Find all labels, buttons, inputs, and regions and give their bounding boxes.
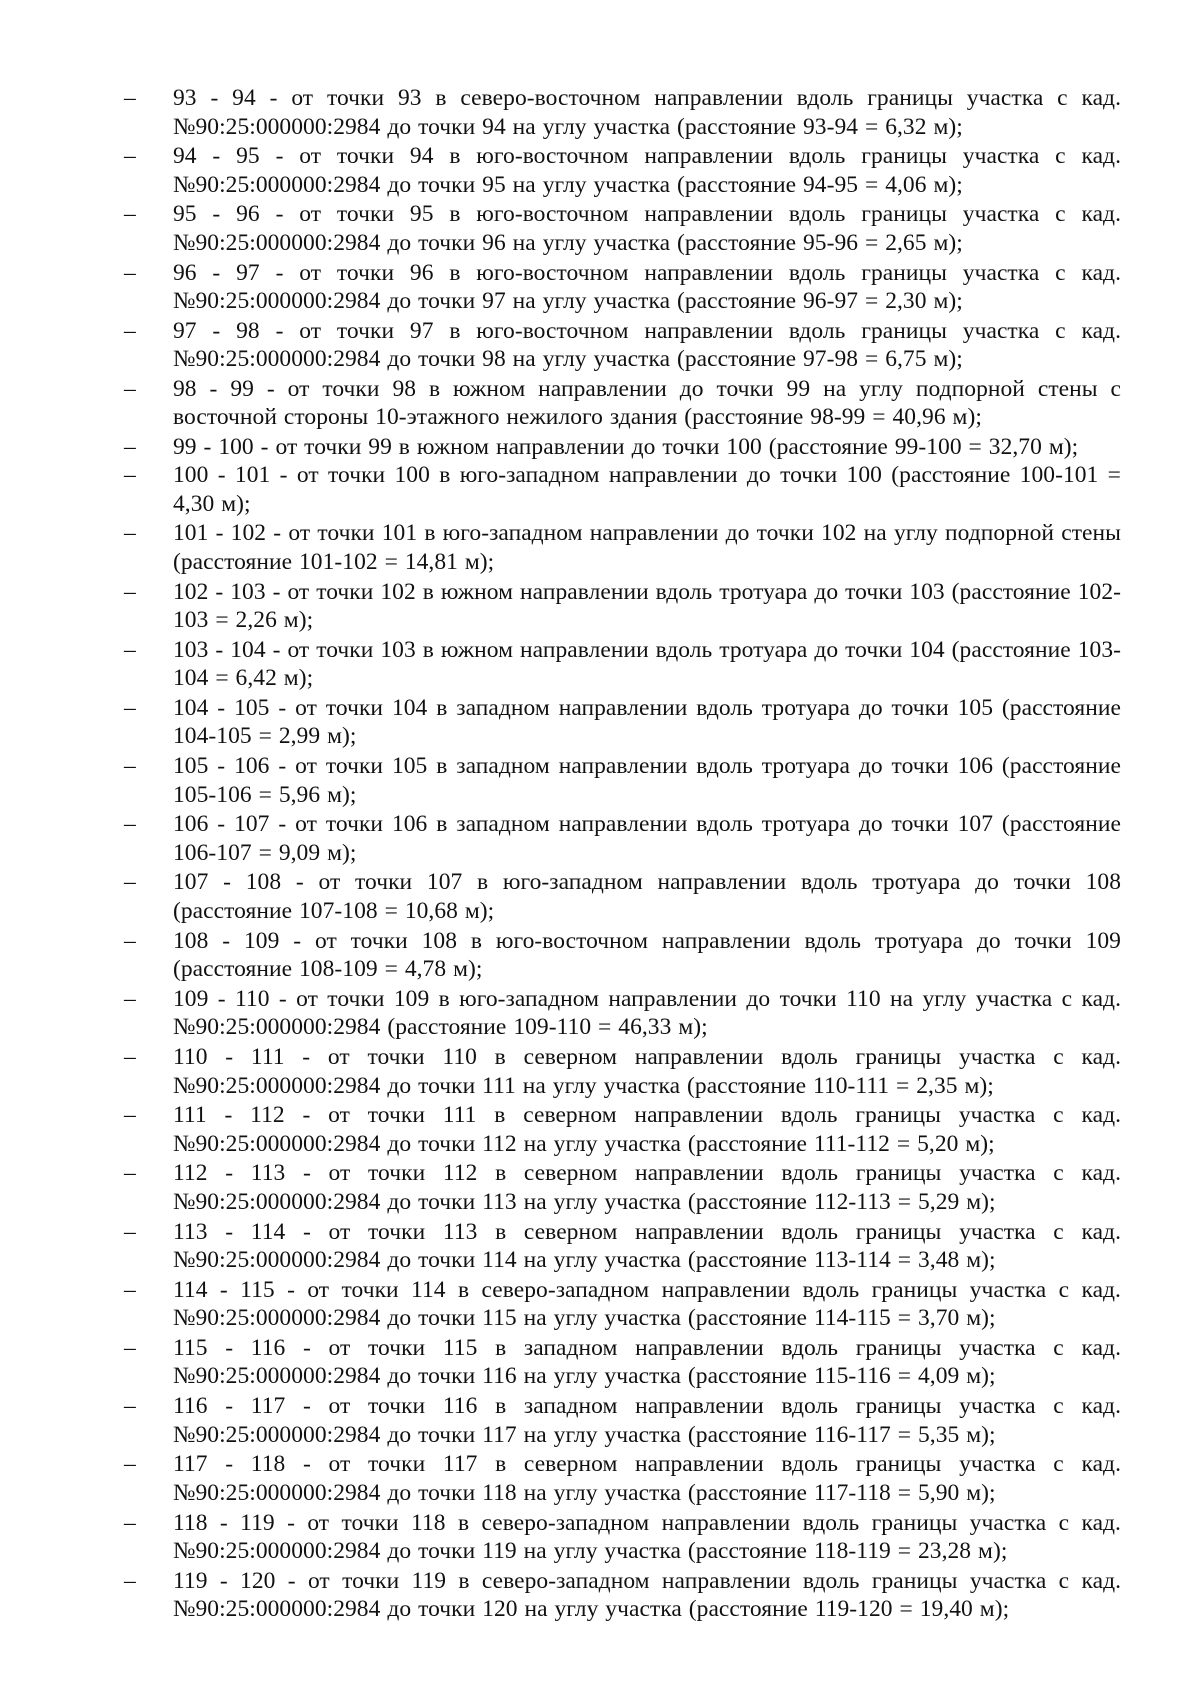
list-item <box>0 1218 1121 1276</box>
list-item-text: 96 - 97 - от точки 96 в юго-восточном направлении вдоль границы участка с кад. №90:25:000000:2984 до точки 97 на углу участка (расстояние 96-97 = 2,30 м); <box>173 259 1121 315</box>
dash-bullet: – <box>124 753 136 780</box>
dash-bullet: – <box>124 375 136 402</box>
dash-bullet: – <box>124 578 136 605</box>
dash-bullet: – <box>124 1393 136 1420</box>
list-item <box>0 1450 1121 1508</box>
list-item-text: 118 - 119 - от точки 118 в северо-западном направлении вдоль границы участка с кад. №90:25:000000:2984 до точки 119 на углу участка (расстояние 118-119 = 23,28 м); <box>173 1509 1121 1564</box>
list-item <box>0 810 1121 868</box>
list-item <box>0 1509 1121 1567</box>
dash-bullet: – <box>124 636 136 663</box>
list-item <box>0 985 1121 1043</box>
dash-bullet: – <box>124 259 136 286</box>
list-item <box>0 375 1121 433</box>
list-item-text: 107 - 108 - от точки 107 в юго-западном направлении вдоль тротуара до точки 108 (расстояние 107-108 = 10,68 м); <box>173 869 1121 924</box>
dash-bullet: – <box>124 1160 136 1187</box>
dash-bullet: – <box>124 1451 136 1478</box>
list-item-text: 116 - 117 - от точки 116 в западном направлении вдоль границы участка с кад. №90:25:000000:2984 до точки 117 на углу участка (расстояние 116-117 = 5,35 м); <box>173 1393 1121 1448</box>
list-item-text: 110 - 111 - от точки 110 в северном направлении вдоль границы участка с кад. №90:25:000000:2984 до точки 111 на углу участка (расстояние 110-111 = 2,35 м); <box>173 1044 1121 1099</box>
list-item <box>0 259 1121 317</box>
list-item <box>0 317 1121 375</box>
dash-bullet: – <box>124 462 136 489</box>
dash-bullet: – <box>124 927 136 954</box>
list-item-text: 97 - 98 - от точки 97 в юго-восточном направлении вдоль границы участка с кад. №90:25:000000:2984 до точки 98 на углу участка (расстояние 97-98 = 6,75 м); <box>173 317 1121 373</box>
dash-bullet: – <box>124 1509 136 1536</box>
list-item <box>0 1101 1121 1159</box>
dash-bullet: – <box>124 1334 136 1361</box>
dash-bullet: – <box>124 143 136 170</box>
dash-bullet: – <box>124 85 136 111</box>
list-item <box>0 578 1121 636</box>
list-item-text: 114 - 115 - от точки 114 в северо-западном направлении вдоль границы участка с кад. №90:25:000000:2984 до точки 115 на углу участка (расстояние 114-115 = 3,70 м); <box>173 1276 1121 1332</box>
list-item-text: 102 - 103 - от точки 102 в южном направлении вдоль тротуара до точки 103 (расстояние 102-103 = 2,26 м); <box>173 578 1121 633</box>
dash-bullet: – <box>124 1044 136 1070</box>
list-item-text: 93 - 94 - от точки 93 в северо-восточном направлении вдоль границы участка с кад. №90:25:000000:2984 до точки 94 на углу участка (расстояние 93-94 = 6,32 м); <box>173 85 1121 140</box>
list-item <box>0 1276 1121 1334</box>
list-item <box>0 868 1121 926</box>
list-item-text: 95 - 96 - от точки 95 в юго-восточном направлении вдоль границы участка с кад. №90:25:000000:2984 до точки 96 на углу участка (расстояние 95-96 = 2,65 м); <box>173 201 1121 256</box>
list-item-text: 113 - 114 - от точки 113 в северном направлении вдоль границы участка с кад. №90:25:000000:2984 до точки 114 на углу участка (расстояние 113-114 = 3,48 м); <box>173 1218 1121 1274</box>
dash-bullet: – <box>124 869 136 896</box>
list-item-text: 112 - 113 - от точки 112 в северном направлении вдоль границы участка с кад. №90:25:000000:2984 до точки 113 на углу участка (расстояние 112-113 = 5,29 м); <box>173 1160 1121 1215</box>
list-item-text: 109 - 110 - от точки 109 в юго-западном направлении до точки 110 на углу участка с кад. №90:25:000000:2984 (расстояние 109-110 = 46,33 м); <box>173 985 1121 1041</box>
dash-bullet: – <box>124 1567 136 1594</box>
list-item-text: 106 - 107 - от точки 106 в западном направлении вдоль тротуара до точки 107 (расстояние 106-107 = 9,09 м); <box>173 811 1121 866</box>
list-item <box>0 694 1121 752</box>
dash-bullet: – <box>124 520 136 547</box>
list-item-text: 99 - 100 - от точки 99 в южном направлении до точки 100 (расстояние 99-100 = 32,70 м); <box>173 434 1079 461</box>
list-item-text: 108 - 109 - от точки 108 в юго-восточном направлении вдоль тротуара до точки 109 (расстояние 108-109 = 4,78 м); <box>173 927 1121 983</box>
list-item <box>0 519 1121 577</box>
dash-bullet: – <box>124 434 136 461</box>
list-item-text: 94 - 95 - от точки 94 в юго-восточном направлении вдоль границы участка с кад. №90:25:000000:2984 до точки 95 на углу участка (расстояние 94-95 = 4,06 м); <box>173 143 1121 198</box>
list-item <box>0 1043 1121 1101</box>
list-item-text: 117 - 118 - от точки 117 в северном направлении вдоль границы участка с кад. №90:25:000000:2984 до точки 118 на углу участка (расстояние 117-118 = 5,90 м); <box>173 1451 1121 1506</box>
list-item-text: 111 - 112 - от точки 111 в северном направлении вдоль границы участка с кад. №90:25:000000:2984 до точки 112 на углу участка (расстояние 111-112 = 5,20 м); <box>173 1102 1121 1157</box>
list-item <box>0 1334 1121 1392</box>
dash-bullet: – <box>124 1276 136 1303</box>
dash-bullet: – <box>124 985 136 1012</box>
list-item <box>0 1392 1121 1450</box>
list-item-text: 105 - 106 - от точки 105 в западном направлении вдоль тротуара до точки 106 (расстояние 105-106 = 5,96 м); <box>173 753 1121 808</box>
list-item <box>0 142 1121 200</box>
list-item <box>0 1159 1121 1217</box>
dash-bullet: – <box>124 694 136 721</box>
list-item-text: 103 - 104 - от точки 103 в южном направлении вдоль тротуара до точки 104 (расстояние 103-104 = 6,42 м); <box>173 636 1121 692</box>
list-item <box>0 636 1121 694</box>
list-item <box>0 200 1121 258</box>
dash-bullet: – <box>124 201 136 228</box>
list-item-text: 100 - 101 - от точки 100 в юго-западном направлении до точки 100 (расстояние 100-101 = 4,30 м); <box>173 462 1121 517</box>
list-item-text: 101 - 102 - от точки 101 в юго-западном направлении до точки 102 на углу подпорной стены (расстояние 101-102 = 14,81 м); <box>173 520 1121 575</box>
list-item <box>0 752 1121 810</box>
list-item <box>0 927 1121 985</box>
list-item <box>0 84 1121 142</box>
list-item-text: 98 - 99 - от точки 98 в южном направлении до точки 99 на углу подпорной стены с восточной стороны 10-этажного нежилого здания (расстояние 98-99 = 40,96 м); <box>173 375 1121 431</box>
boundary-description-list <box>0 84 1200 1625</box>
list-item-text: 119 - 120 - от точки 119 в северо-западном направлении вдоль границы участка с кад. №90:25:000000:2984 до точки 120 на углу участка (расстояние 119-120 = 19,40 м); <box>173 1567 1121 1623</box>
list-item <box>0 461 1121 519</box>
dash-bullet: – <box>124 811 136 838</box>
dash-bullet: – <box>124 1102 136 1129</box>
list-item <box>0 1567 1121 1625</box>
list-item-text: 115 - 116 - от точки 115 в западном направлении вдоль границы участка с кад. №90:25:000000:2984 до точки 116 на углу участка (расстояние 115-116 = 4,09 м); <box>173 1334 1121 1390</box>
list-item-text: 104 - 105 - от точки 104 в западном направлении вдоль тротуара до точки 105 (расстояние 104-105 = 2,99 м); <box>173 694 1121 750</box>
dash-bullet: – <box>124 317 136 344</box>
list-item <box>0 433 1121 461</box>
dash-bullet: – <box>124 1218 136 1245</box>
